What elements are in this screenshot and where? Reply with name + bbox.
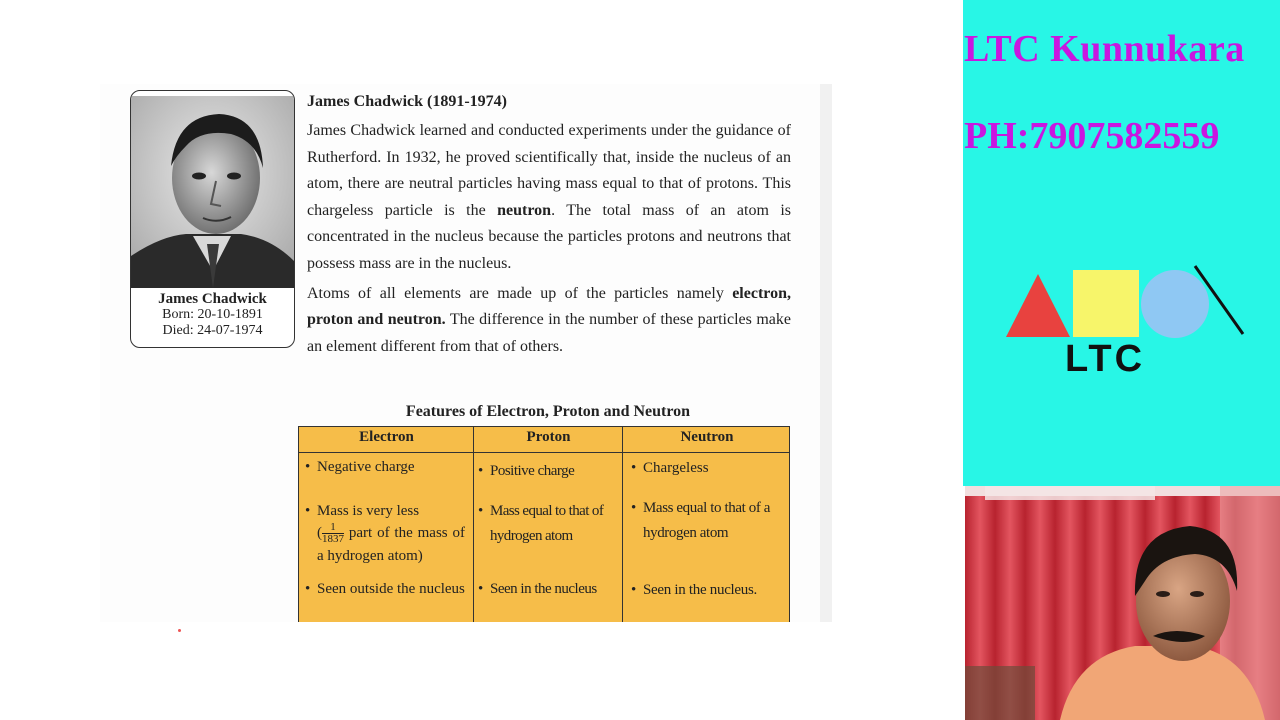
electron-item-location: • Seen outside the nucleus <box>317 579 465 600</box>
bio-p1-end: . The total mass of an atom is concentrated in the nucleus because the particles protons and neutrons that possess mass are in the nucleus. <box>307 201 791 272</box>
fraction-numerator: 1 <box>330 521 336 534</box>
proton-item-location: • Seen in the nucleus <box>490 578 625 600</box>
header-proton: Proton <box>474 426 623 453</box>
electron-mass-rest: part of the mass of a hydrogen atom) <box>317 525 465 565</box>
bio-p1-start: James Chadwick learned and conducted experiments under the guidance of Rutherford. In 1932, he proved scientifically that, inside the nucleus of an atom, there are neutral particles having mass equal to that of protons. This chargeless particle is the <box>307 122 791 219</box>
fraction-paren: ( <box>317 525 322 541</box>
fraction-denominator: 1837 <box>322 533 344 546</box>
fraction <box>322 522 344 545</box>
neutron-item-charge: • Chargeless <box>643 457 789 479</box>
caption-born: Born: 20-10-1891 <box>162 307 263 322</box>
logo-triangle-icon <box>1006 274 1070 337</box>
bio-paragraph-1 <box>307 118 791 278</box>
logo-text: LTC <box>1065 338 1146 380</box>
bio-text <box>307 91 791 363</box>
webcam-feed <box>965 486 1280 720</box>
neutron-column <box>622 426 790 622</box>
header-neutron: Neutron <box>623 426 790 453</box>
bio-p2-bold: electron, proton and neutron. <box>307 284 791 329</box>
electron-column <box>298 426 474 622</box>
brand-phone: PH:7907582559 <box>964 115 1220 157</box>
caption-name: James Chadwick <box>158 291 267 307</box>
features-table <box>298 426 790 622</box>
bio-p2-end: The difference in the number of these particles make an element different from that of others. <box>307 311 792 355</box>
brand-banner <box>963 0 1280 486</box>
bio-paragraph-2 <box>307 281 791 361</box>
electron-item-mass <box>317 500 465 567</box>
portrait-photo <box>131 96 294 288</box>
proton-column <box>473 426 623 622</box>
header-electron: Electron <box>299 426 474 453</box>
electron-item-charge: • Negative charge <box>317 456 467 478</box>
logo-circle-icon <box>1141 270 1209 338</box>
bio-p2-start: Atoms of all elements are made up of the particles namely <box>307 284 733 302</box>
neutron-item-mass: • Mass equal to that of a hydrogen atom <box>643 496 789 546</box>
proton-item-mass: • Mass equal to that of hydrogen atom <box>490 499 625 549</box>
page-edge-shadow <box>820 84 832 622</box>
bio-p1-bold: neutron <box>497 201 552 219</box>
proton-item-charge: • Positive charge <box>490 460 625 482</box>
table-title: Features of Electron, Proton and Neutron <box>405 403 691 420</box>
portrait-card <box>130 90 295 348</box>
caption-died: Died: 24-07-1974 <box>162 323 263 338</box>
neutron-item-location: • Seen in the nucleus. <box>643 579 789 601</box>
brand-name: LTC Kunnukara <box>964 28 1245 70</box>
logo-square-icon <box>1073 270 1139 337</box>
bio-heading: James Chadwick (1891-1974) <box>307 93 507 110</box>
electron-mass-text: Mass is very less <box>317 503 420 519</box>
portrait-caption <box>131 291 294 339</box>
stray-mark <box>178 629 181 632</box>
table-right-border <box>789 426 791 622</box>
